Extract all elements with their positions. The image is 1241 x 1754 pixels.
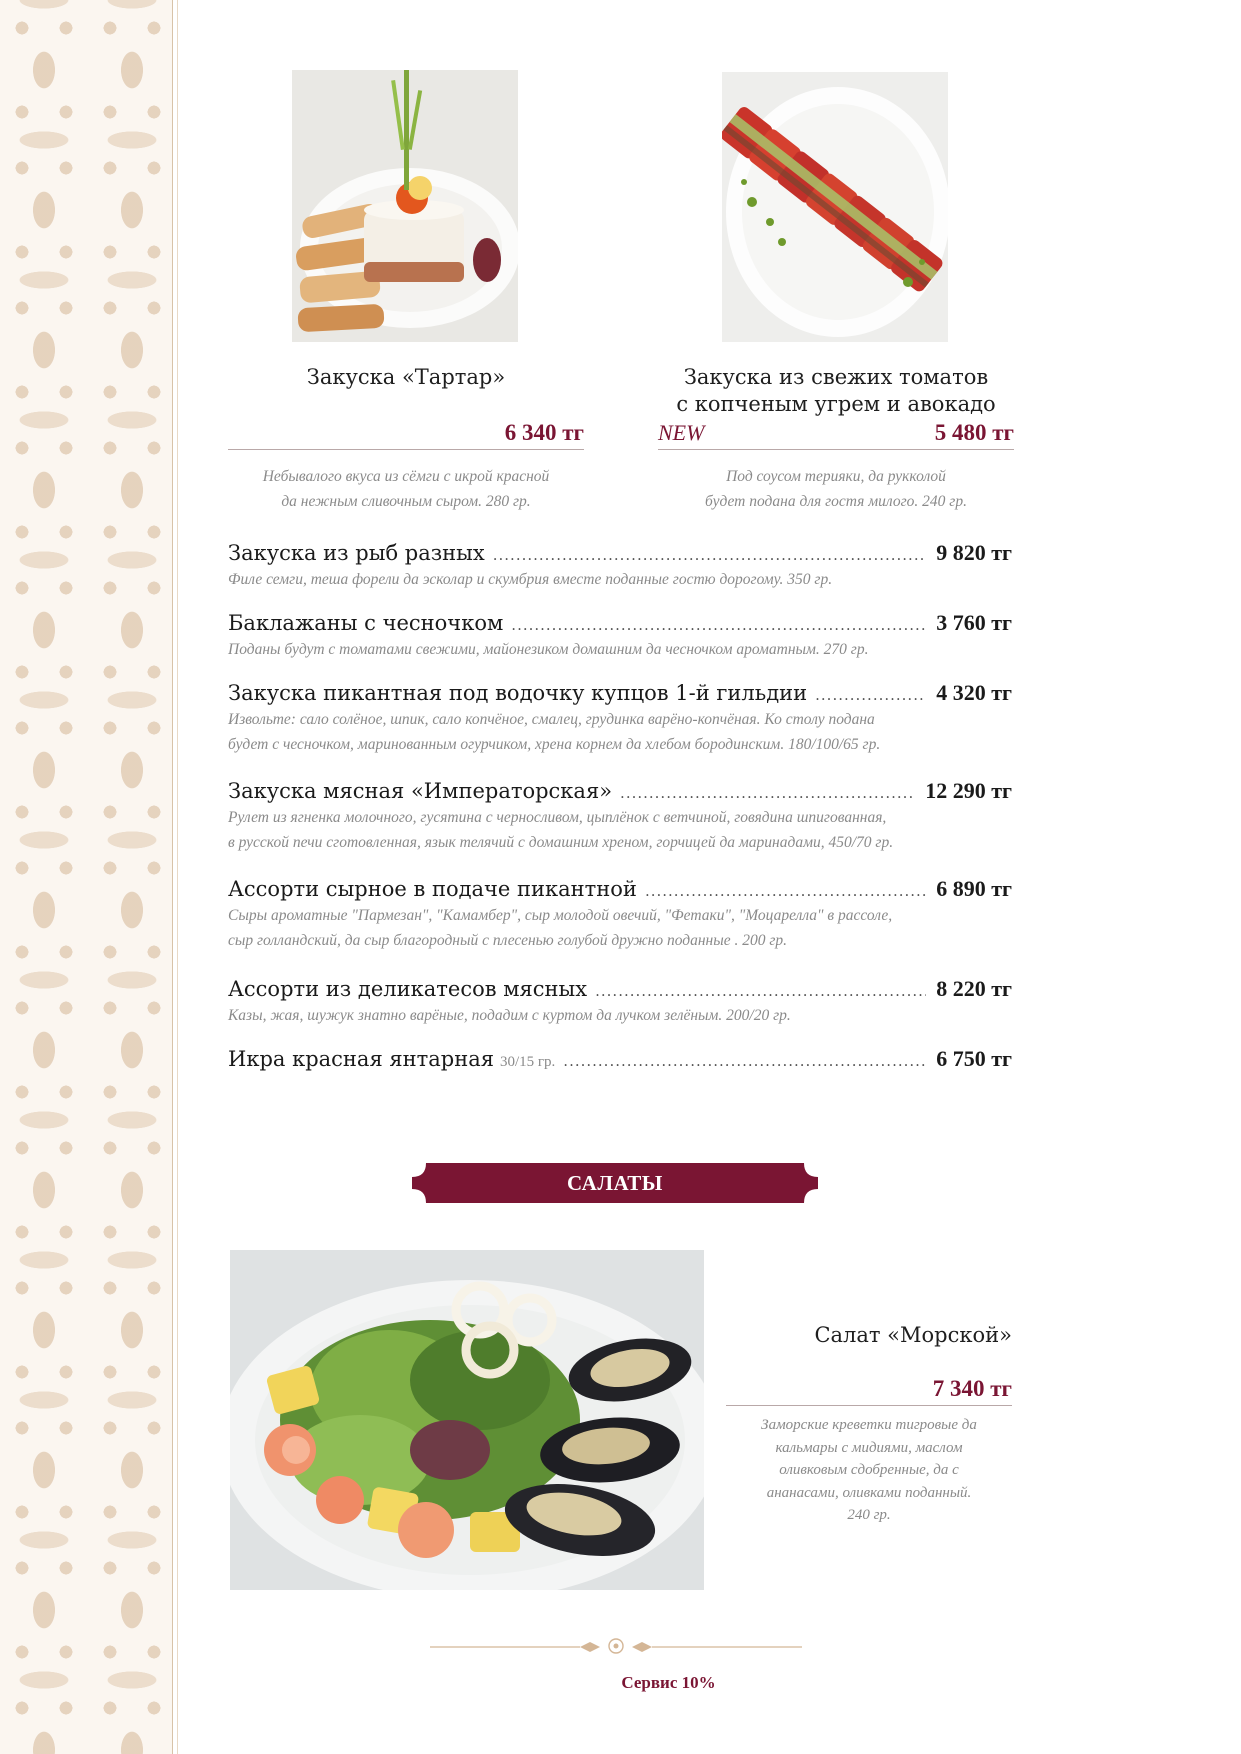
- featured-desc-tartar: [228, 464, 584, 514]
- menu-item-price: 9 820 тг: [936, 540, 1012, 565]
- menu-item-price: 6 890 тг: [936, 876, 1012, 901]
- section-title: САЛАТЫ: [567, 1171, 663, 1195]
- salad-desc-line: ананасами, оливками поданный.: [766, 1484, 972, 1501]
- menu-item: [228, 680, 1012, 757]
- featured-title-line: Закуска «Тартар»: [306, 365, 506, 389]
- menu-item-desc: Рулет из ягненка молочного, гусятина с черносливом, цыплёнок с ветчиной, говядина шпигованная,: [228, 809, 887, 826]
- salad-desc: [726, 1414, 1012, 1527]
- leader-dots: [493, 546, 926, 564]
- ornament-border-edge: [172, 0, 178, 1754]
- menu-item-price: 4 320 тг: [936, 680, 1012, 705]
- menu-item-desc: Сыры ароматные "Пармезан", "Камамбер", сыр молодой овечий, "Фетаки", "Моцарелла" в рассоле,: [228, 907, 893, 924]
- featured-price-line-tomato-eel: [658, 420, 1014, 450]
- menu-item: [228, 778, 1012, 855]
- leader-dots: [563, 1052, 926, 1070]
- salad-desc-line: оливковым сдобренные, да с: [779, 1462, 959, 1478]
- featured-price-line-tartar: [228, 420, 584, 450]
- tartar-photo: [292, 70, 518, 342]
- featured-desc-line: будет подана для гостя милого. 240 гр.: [705, 493, 967, 510]
- featured-title-line: с копченым угрем и авокадо: [676, 392, 996, 416]
- salad-desc-line: кальмары с мидиями, маслом: [775, 1439, 963, 1456]
- featured-desc-line: Небывалого вкуса из сёмги с икрой красной: [262, 468, 550, 485]
- menu-item: [228, 976, 1012, 1028]
- menu-item: [228, 610, 1012, 662]
- menu-item-price: 6 750 тг: [936, 1046, 1012, 1071]
- salad-title: Салат «Морской»: [814, 1323, 1012, 1347]
- leader-dots: [815, 686, 926, 704]
- menu-item-desc: Поданы будут с томатами свежими, майонезиком домашним да чесночком ароматным. 270 гр.: [228, 641, 869, 658]
- featured-price-tartar: 6 340 тг: [504, 420, 584, 445]
- menu-item-name: Баклажаны с чесночком: [228, 611, 504, 635]
- featured-desc-tomato-eel: [658, 464, 1014, 514]
- leader-dots: [620, 784, 915, 802]
- menu-item-name: Закуска мясная «Императорская»: [228, 779, 613, 803]
- menu-item-desc: Казы, жая, шужук знатно варёные, подадим с куртом да лучком зелёным. 200/20 гр.: [228, 1007, 791, 1024]
- leader-dots: [595, 982, 926, 1000]
- featured-title-tomato-eel: [658, 364, 1014, 418]
- damask-ornament-border: [0, 0, 178, 1754]
- featured-price-tomato-eel: 5 480 тг: [934, 420, 1014, 445]
- salad-price-line: [726, 1376, 1012, 1406]
- leader-dots: [511, 616, 926, 634]
- menu-item-desc: Филе семги, теша форели да эсколар и скумбрия вместе поданные гостю дорогому. 350 гр.: [228, 571, 833, 588]
- salad-desc-line: Заморские креветки тигровые да: [761, 1417, 977, 1433]
- menu-item-name: Закуска из рыб разных: [228, 541, 485, 565]
- menu-item-desc: в русской печи сготовленная, язык телячий с домашним хреном, горчицей да маринадами, 450/70 гр.: [228, 834, 894, 851]
- menu-item: [228, 1046, 1012, 1072]
- menu-item-name: Закуска пикантная под водочку купцов 1-й гильдии: [228, 681, 808, 705]
- menu-item-name: Ассорти из деликатесов мясных: [228, 977, 588, 1001]
- featured-desc-line: Под соусом терияки, да рукколой: [726, 468, 946, 485]
- menu-item-desc: Извольте: сало солёное, шпик, сало копчёное, смалец, грудинка варёно-копчёная. Ко столу подана: [228, 711, 875, 728]
- menu-item-desc: сыр голландский, да сыр благородный с плесенью голубой дружно поданные . 200 гр.: [228, 932, 788, 949]
- tomato-eel-photo: [722, 72, 948, 342]
- section-banner-salads: [412, 1163, 818, 1203]
- menu-item-desc: будет с чесночком, маринованным огурчиком, хрена корнем да хлебом бородинским. 180/100/65 гр.: [228, 736, 881, 753]
- featured-title-tartar: [228, 364, 584, 391]
- service-charge-note: Сервис 10%: [621, 1673, 716, 1692]
- footer-ornament-rule: [430, 1636, 802, 1656]
- menu-item: [228, 876, 1012, 953]
- salad-desc-line: 240 гр.: [847, 1507, 891, 1523]
- menu-item-name: Ассорти сырное в подаче пикантной: [228, 877, 637, 901]
- featured-title-line: Закуска из свежих томатов: [683, 365, 989, 389]
- menu-item-weight: 30/15 гр.: [499, 1054, 556, 1070]
- leader-dots: [645, 882, 926, 900]
- menu-item-price: 8 220 тг: [936, 976, 1012, 1001]
- menu-item-name: Икра красная янтарная: [228, 1047, 494, 1071]
- new-badge: NEW: [658, 420, 705, 445]
- menu-item-price: 3 760 тг: [936, 610, 1012, 635]
- featured-desc-line: да нежным сливочным сыром. 280 гр.: [281, 493, 531, 510]
- salad-price: 7 340 тг: [932, 1376, 1012, 1401]
- menu-item-price: 12 290 тг: [925, 778, 1012, 803]
- menu-item: [228, 540, 1012, 592]
- sea-salad-photo: [230, 1250, 704, 1590]
